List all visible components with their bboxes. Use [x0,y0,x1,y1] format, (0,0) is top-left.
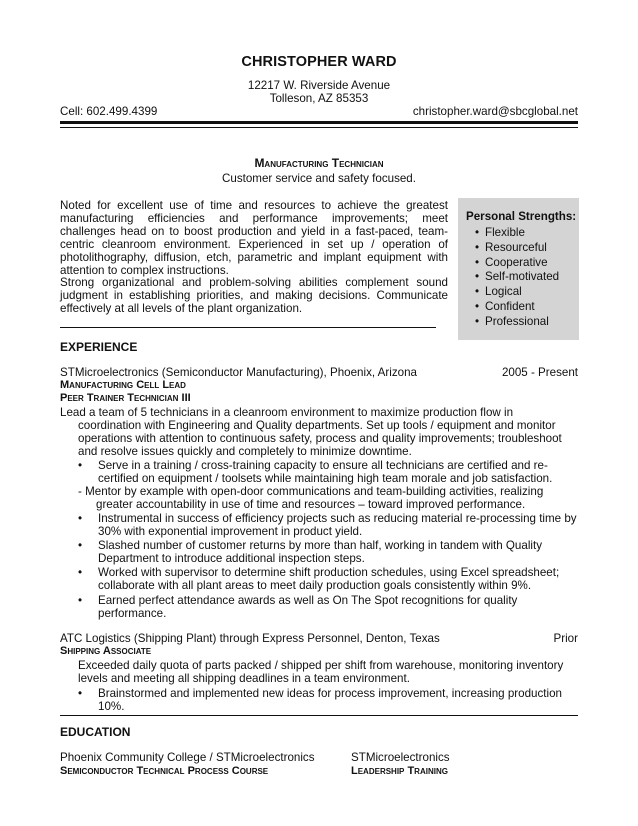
education-left-course: Semiconductor Technical Process Course [60,765,269,777]
job2-bullet: • Brainstormed and implemented new ideas for process improvement, increasing production 10%. [78,687,562,713]
cell-phone: Cell: 602.499.4399 [60,105,158,118]
education-heading: EDUCATION [60,725,131,739]
job1-role-2: Peer Trainer Technician III [60,392,191,404]
summary-rule [60,327,436,328]
strength-item: • Self-motivated [475,270,560,283]
experience-rule [60,715,578,716]
job1-dates: 2005 - Present [501,366,578,379]
job2-dates: Prior [553,632,578,645]
job1-bullet: • Serve in a training / cross-training capacity to ensure all technicians are certified and re-certified on equipment / toolsets while maintaining high team morale and job satisfaction. [78,459,553,485]
strength-item: • Logical [475,285,522,298]
job1-bullet: • Slashed number of customer returns by more than half, working in tandem with Quality Department to introduce additional inspection steps. [78,539,542,565]
strength-item: • Professional [475,315,549,328]
job2-intro: Exceeded daily quota of parts packed / shipped per shift from warehouse, monitoring inventory levels and meeting all shipping deadlines in a team environment. [78,659,564,685]
job2-line [60,632,578,645]
summary-paragraph-2: Strong organizational and problem-solving abilities complement sound judgment in establishing priorities, and making decisions. Communicate effectively at all levels of the plant organization. [60,276,448,315]
target-title: Manufacturing Technician [254,156,384,170]
strength-item: • Cooperative [475,256,548,269]
candidate-name: CHRISTOPHER WARD [241,54,397,70]
target-tagline: Customer service and safety focused. [222,172,416,185]
job1-bullet: • Instrumental in success of efficiency projects such as reducing material re-processing time by 30% with exponential improvement in product yield. [78,512,577,538]
strengths-title: Personal Strengths: [466,210,577,223]
job1-role-1: Manufacturing Cell Lead [60,379,186,391]
job1-bullet: • Worked with supervisor to determine shift production schedules, using Excel spreadsheet; collaborate with all plant areas to meet daily production goals consistently within 9%. [78,566,560,592]
job1-intro: Lead a team of 5 technicians in a cleanroom environment to maximize production flow in coordination with Engineering and Quality departments. Set up tools / equipment and monitor operations with attention to continuous safety, process and quality improvements; troubleshoot and resolve issues quickly and completely to minimize downtime. [60,406,562,458]
strength-item: • Confident [475,300,535,313]
address-line-1: 12217 W. Riverside Avenue [247,79,391,92]
job1-bullet: • Earned perfect attendance awards as well as On The Spot recognitions for quality performance. [78,594,518,620]
job2-company: ATC Logistics (Shipping Plant) through Express Personnel, Denton, Texas [60,632,440,645]
header-rule-thin [60,127,578,128]
education-left-school: Phoenix Community College / STMicroelectronics [60,751,315,764]
job1-dash-item: - Mentor by example with open-door communications and team-building activities, realizing greater accountability in use of time and resources – toward improved performance. [78,485,544,511]
education-right-course: Leadership Training [351,765,448,777]
summary-paragraph-1: Noted for excellent use of time and resources to achieve the greatest manufacturing efficiencies and performance improvements; meet challenges head on to boost production and yield in a fast-paced, team-centric cleanroom environment. Experienced in set up / operation of photolithography, diffusion, etch, parametric and implant equipment with attention to complex instructions. [60,199,448,277]
strength-item: • Flexible [475,226,525,239]
experience-heading: EXPERIENCE [60,340,138,354]
header-rule-thick [60,121,578,124]
address-line-2: Tolleson, AZ 85353 [269,92,369,105]
education-right-school: STMicroelectronics [351,751,450,764]
job2-role: Shipping Associate [60,645,152,657]
job1-company: STMicroelectronics (Semiconductor Manufacturing), Phoenix, Arizona [60,366,417,379]
job1-line [60,366,578,379]
strength-item: • Resourceful [475,241,547,254]
email-address: christopher.ward@sbcglobal.net [412,105,578,118]
